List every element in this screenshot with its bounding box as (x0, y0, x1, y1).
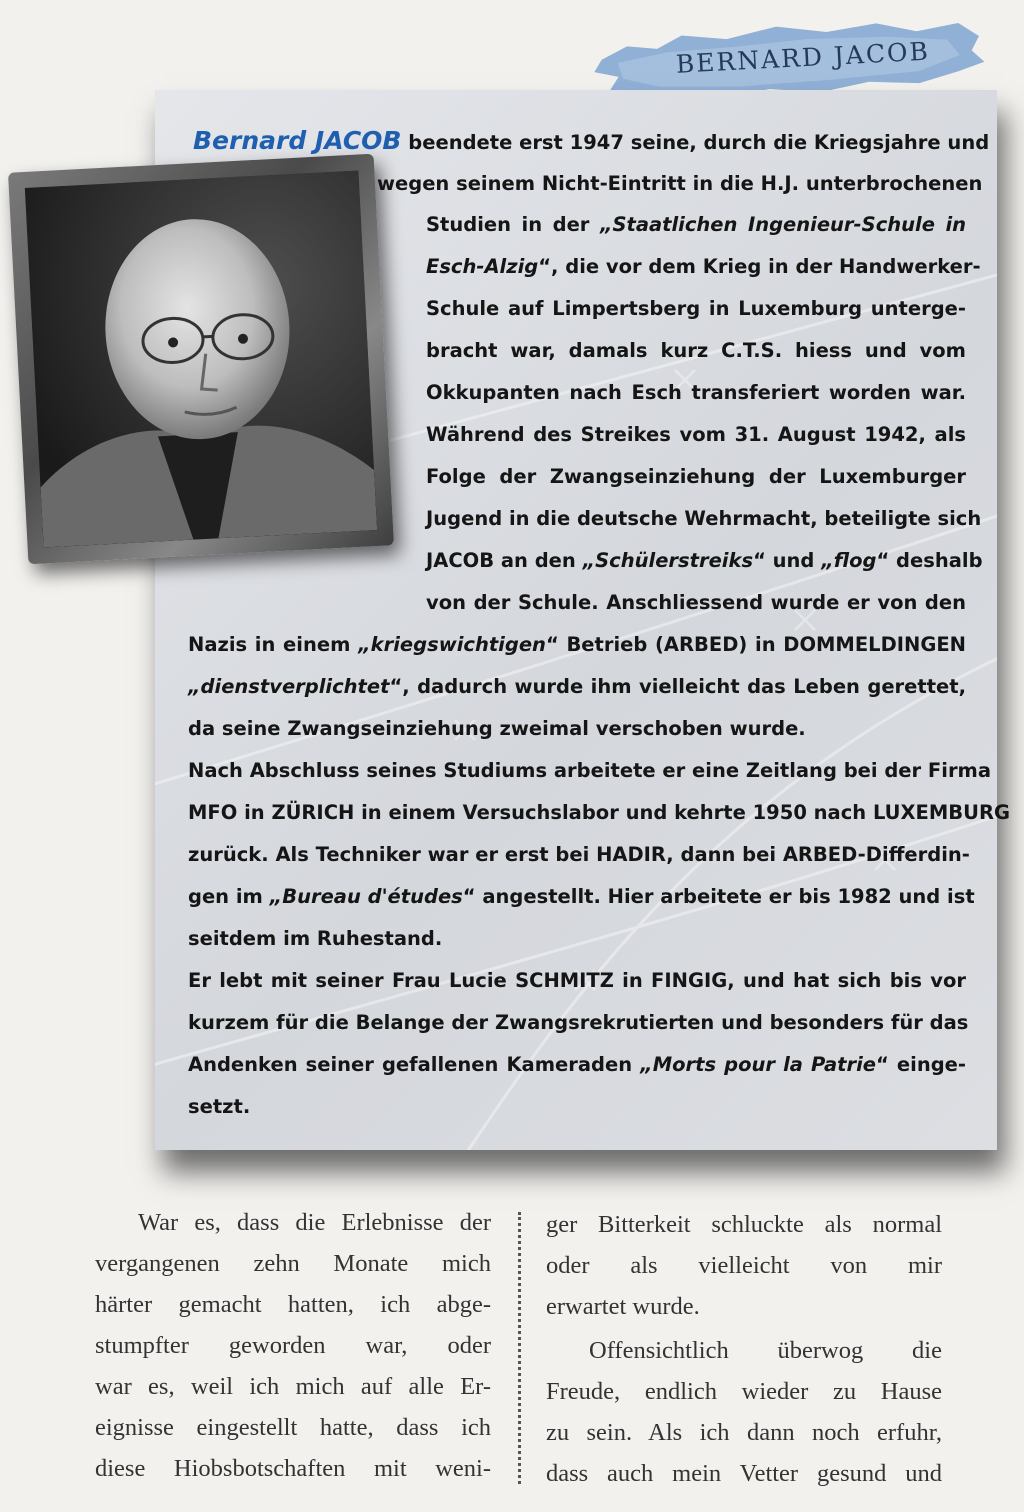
left-line-3: härter gemacht hatten, ich abge- (95, 1291, 491, 1318)
column-divider (518, 1212, 521, 1484)
right-line-2: oder als vielleicht von mir (546, 1252, 942, 1279)
box-line-6: bracht war, damals kurz C.T.S. hiess und vom (426, 339, 966, 362)
left-line-6: eignisse eingestellt hatte, dass ich (95, 1414, 491, 1441)
photo-image (25, 171, 377, 548)
right-column (546, 1210, 942, 1500)
box-line-21: Er lebt mit seiner Frau Lucie SCHMITZ in FINGIG, und hat sich bis vor (188, 969, 966, 992)
box-line-24: setzt. (188, 1095, 251, 1118)
left-line-7: diese Hiobsbotschaften mit weni- (95, 1455, 491, 1482)
right-line-6: zu sein. Als ich dann noch erfuhr, (546, 1419, 942, 1446)
right-line-5: Freude, endlich wieder zu Hause (546, 1378, 942, 1405)
man-portrait-drawing (25, 171, 377, 548)
box-line-20: seitdem im Ruhestand. (188, 927, 443, 950)
box-line-11: JACOB an den „Schülerstreiks“ und „flog“ deshalb (426, 549, 983, 572)
box-line-13: Nazis in einem „kriegswichtigen“ Betrieb (ARBED) in DOMMELDINGEN (188, 633, 966, 656)
box-line-23: Andenken seiner gefallenen Kameraden „Morts pour la Patrie“ einge- (188, 1053, 966, 1076)
box-line-2: wegen seinem Nicht-Eintritt in die H.J. unterbrochenen (377, 172, 983, 195)
left-line-5: war es, weil ich mich auf alle Er- (95, 1373, 491, 1400)
portrait-photo (8, 154, 394, 565)
box-line-19: gen im „Bureau d'études“ angestellt. Hier arbeitete er bis 1982 und ist (188, 885, 975, 908)
box-line-10: Jugend in die deutsche Wehrmacht, beteiligte sich (426, 507, 982, 530)
box-line-3: Studien in der „Staatlichen Ingenieur-Schule in (426, 213, 967, 236)
box-line-16: Nach Abschluss seines Studiums arbeitete er eine Zeitlang bei der Firma (188, 759, 992, 782)
box-line-9: Folge der Zwangseinziehung der Luxemburger (426, 465, 966, 488)
person-name: Bernard JACOB (193, 126, 402, 155)
left-line-4: stumpfter geworden war, oder (95, 1332, 491, 1359)
right-line-7: dass auch mein Vetter gesund und (546, 1460, 942, 1487)
box-line-1: Bernard JACOB beendete erst 1947 seine, durch die Kriegsjahre und (193, 126, 990, 155)
right-line-4: Offensichtlich überwog die (589, 1337, 942, 1364)
box-line-4: Esch-Alzig“, die vor dem Krieg in der Handwerker- (426, 255, 981, 278)
box-line-12: von der Schule. Anschliessend wurde er von den (426, 591, 966, 614)
box-line-5: Schule auf Limpertsberg in Luxemburg unterge- (426, 297, 966, 320)
box-line-14: „dienstverplichtet“, dadurch wurde ihm vielleicht das Leben gerettet, (188, 675, 966, 698)
box-line-17: MFO in ZÜRICH in einem Versuchslabor und kehrte 1950 nach LUXEMBURG (188, 801, 1010, 824)
right-line-1: ger Bitterkeit schluckte als normal (546, 1211, 942, 1238)
box-line-18: zurück. Als Techniker war er erst bei HADIR, dann bei ARBED-Differdin- (188, 843, 970, 866)
box-line-22: kurzem für die Belange der Zwangsrekrutierten und besonders für das (188, 1011, 969, 1034)
left-line-1: War es, dass die Erlebnisse der (138, 1209, 491, 1236)
box-line-8: Während des Streikes vom 31. August 1942, als (426, 423, 966, 446)
left-line-2: vergangenen zehn Monate mich (95, 1250, 491, 1277)
left-column (95, 1208, 491, 1498)
box-line-15: da seine Zwangseinziehung zweimal verschoben wurde. (188, 717, 806, 740)
header-name: BERNARD JACOB (675, 36, 931, 79)
right-line-3: erwartet wurde. (546, 1293, 700, 1320)
box-line-7: Okkupanten nach Esch transferiert worden war. (426, 381, 966, 404)
